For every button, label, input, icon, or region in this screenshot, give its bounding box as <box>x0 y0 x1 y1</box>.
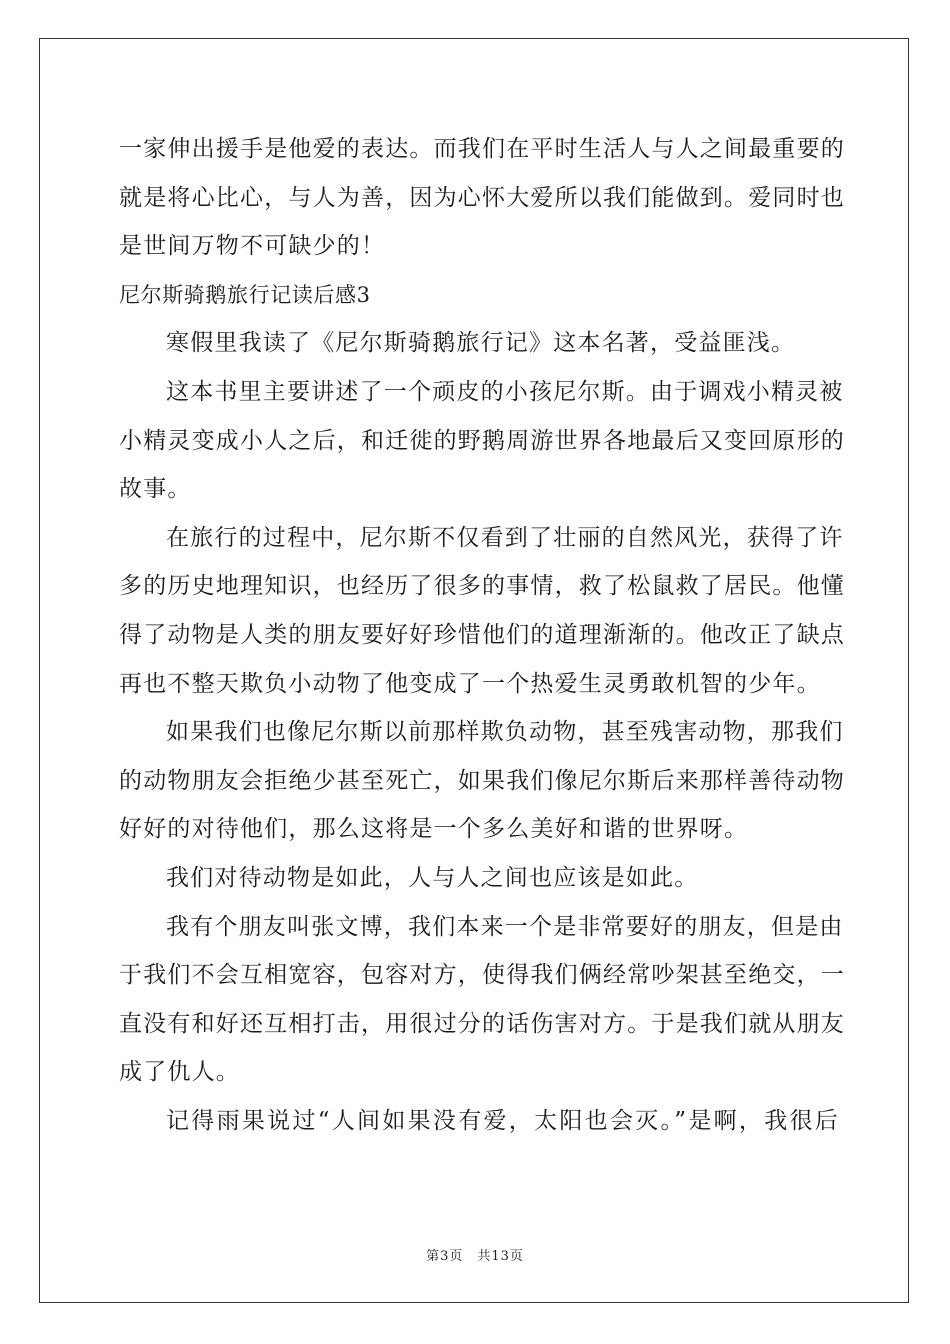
text-line: 我有个朋友叫张文博，我们本来一个是非常要好的朋友，但是由 <box>166 913 844 940</box>
text-line: 一家伸出援手是他爱的表达。而我们在平时生活人与人之间最重要的 <box>119 136 845 162</box>
text-line: 这本书里主要讲述了一个顽皮的小孩尼尔斯。由于调戏小精灵被 <box>166 378 844 405</box>
text-line: 好好的对待他们，那么这将是一个多么美好和谐的世界呀。 <box>119 816 749 843</box>
text-line: 得了动物是人类的朋友要好好珍惜他们的道理渐渐的。他改正了缺点 <box>119 621 845 648</box>
text-line: 如果我们也像尼尔斯以前那样欺负动物，甚至残害动物，那我们 <box>166 719 844 746</box>
text-line: 故事。 <box>119 476 192 503</box>
text-line: 寒假里我读了《尼尔斯骑鹅旅行记》这本名著，受益匪浅。 <box>166 330 796 357</box>
text-line: 再也不整天欺负小动物了他变成了一个热爱生灵勇敢机智的少年。 <box>119 670 821 697</box>
section-heading: 尼尔斯骑鹅旅行记读后感3 <box>119 282 371 307</box>
page-footer: 第3页 共13页 <box>426 1249 524 1264</box>
text-line: 小精灵变成小人之后，和迁徙的野鹅周游世界各地最后又变回原形的 <box>119 427 845 454</box>
text-line: 直没有和好还互相打击，用很过分的话伤害对方。于是我们就从朋友 <box>119 1010 845 1037</box>
text-line: 于我们不会互相宽容，包容对方，使得我们俩经常吵架甚至绝交，一 <box>119 962 845 989</box>
text-line: 我们对待动物是如此，人与人之间也应该是如此。 <box>166 864 699 891</box>
text-line: 是世间万物不可缺少的！ <box>119 233 386 260</box>
text-line: 成了仇人。 <box>119 1059 240 1086</box>
text-line: 的动物朋友会拒绝少甚至死亡，如果我们像尼尔斯后来那样善待动物 <box>119 767 845 794</box>
text-line: 就是将心比心，与人为善，因为心怀大爱所以我们能做到。爱同时也 <box>119 184 845 211</box>
text-line: 在旅行的过程中，尼尔斯不仅看到了壮丽的自然风光，获得了许 <box>166 524 844 551</box>
text-line: 多的历史地理知识，也经历了很多的事情，救了松鼠救了居民。他懂 <box>119 573 845 600</box>
text-line: 记得雨果说过“人间如果没有爱，太阳也会灭。”是啊，我很后 <box>166 1107 839 1134</box>
document-body <box>119 125 845 1145</box>
